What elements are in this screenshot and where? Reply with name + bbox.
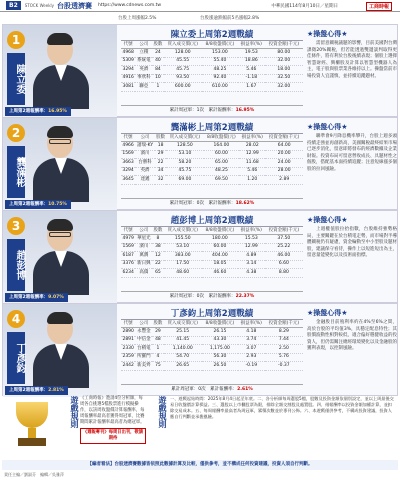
opinion-box xyxy=(307,29,397,115)
column-header: 買入成交價(元) xyxy=(164,320,202,328)
table-cell: 2890 xyxy=(121,328,135,337)
opinion-box xyxy=(307,215,397,301)
weekly-return xyxy=(5,107,71,116)
table-cell: 1,175.00 xyxy=(202,345,238,354)
cumulative-return: 18.62% xyxy=(235,201,255,206)
table-cell: 53.10 xyxy=(164,243,202,252)
rules-title-2: 遊戲規則 xyxy=(158,396,167,428)
table-row xyxy=(121,150,303,159)
table-cell: 高僑 xyxy=(135,269,152,278)
table-cell: 3.14 xyxy=(238,260,265,269)
subheader xyxy=(0,13,400,22)
column-header: 公司 xyxy=(135,41,152,49)
table-cell: 5.46 xyxy=(238,66,265,75)
table-cell: 22 xyxy=(155,159,166,168)
table-cell: 6.60 xyxy=(265,260,303,269)
table-cell: 18.86 xyxy=(238,57,265,66)
table-cell: 46.60 xyxy=(202,269,238,278)
table-cell: 2359 xyxy=(121,353,135,362)
table-cell: 48.25 xyxy=(202,66,238,75)
table-cell: 153.00 xyxy=(202,49,238,58)
table-cell: 41.45 xyxy=(164,336,202,345)
table-cell: 新美齊 xyxy=(135,362,152,371)
table-cell: 3294 xyxy=(121,66,135,75)
table-cell: 48 xyxy=(152,336,163,345)
table-row xyxy=(121,83,303,92)
table-row xyxy=(121,159,303,168)
table-row xyxy=(121,269,303,278)
column-header: 代號 xyxy=(121,41,135,49)
column-header: 損益率(%) xyxy=(239,134,265,142)
table-cell: 26.15 xyxy=(202,328,238,337)
holdings-table xyxy=(121,134,303,185)
column-header: 8/8收盤價(元) xyxy=(202,320,238,328)
table-cell: 46.00 xyxy=(265,252,303,261)
table-cell: 4979 xyxy=(121,235,135,244)
column-header: 投資金額(千元) xyxy=(265,41,303,49)
table-cell: 38 xyxy=(152,243,163,252)
table-cell: 萬潤 xyxy=(135,252,152,261)
opinion-text: 上週權值股拉抬指數，台股維持強勢格局，主要關鍵在於台積電走勢，而市場對半導體關稅仍有疑慮，資金輪動至中小型股及題材股，建議保守看待，操作上以短進短出為主，留意量能變化以及技術面指標。 xyxy=(307,227,397,259)
column-header: 投資金額(千元) xyxy=(265,320,303,328)
table-row xyxy=(121,328,303,337)
table-cell: 18 xyxy=(155,142,166,151)
opinion-text: 聯準會9月降息機率攀升，台股上週多頭持續走強並再創新高，美國關稅最終結果市場已逐步消化，留意即將發布的經濟數據及企業財報。投資布局可留意營收成長、具題材性之個股，搭配基本面持續追蹤；注意短線漲多個股的拉回風險。 xyxy=(307,134,397,172)
holdings-table xyxy=(121,320,303,371)
table-cell: 8.80 xyxy=(265,269,303,278)
table-cell: 40 xyxy=(152,57,163,66)
table-cell: 56.30 xyxy=(202,353,238,362)
table-cell: 聯亞 xyxy=(135,83,152,92)
table-cell: 4 xyxy=(152,353,163,362)
card-footer xyxy=(121,291,303,299)
column-header: 損益率(%) xyxy=(238,41,265,49)
table-cell: 26.50 xyxy=(202,362,238,371)
table-cell: 濱川 xyxy=(135,150,155,159)
table-row xyxy=(121,142,303,151)
card-footer xyxy=(121,198,303,206)
table-cell: 19.53 xyxy=(238,49,265,58)
table-cell: 18.05 xyxy=(202,260,238,269)
weekly-return-value: 9.07% xyxy=(48,295,64,300)
table-cell: 3081 xyxy=(121,83,135,92)
table-cell: 8.29 xyxy=(265,328,303,337)
column-header: 投資金額(千元) xyxy=(265,227,303,235)
table-cell: 11.68 xyxy=(239,159,265,168)
table-cell: 32 xyxy=(155,176,166,185)
table-row xyxy=(121,235,303,244)
table-cell: -0.19 xyxy=(238,362,265,371)
rank-badge: 3 xyxy=(7,217,25,235)
opinion-title: ★操盤心得★ xyxy=(307,123,348,131)
table-cell: 65.00 xyxy=(204,159,239,168)
editor-note: 【編者看法】台股透濟賽數據皆依照此數據計算及比較，僅供參考，並不構成任何投資建議，投資人須自行判斷。 xyxy=(2,460,398,470)
opinion-text: 金融股目前殖利率約在4%至6%之間，高於台股的平均值3%，具穩定配息特性；其股價波動性相對較低，適合偏好穩健收益的投資人，但仍需關注總經環境變化以及金融股的獲利表現，以控制風險。 xyxy=(307,320,397,352)
table-cell: 60.00 xyxy=(204,150,239,159)
table-cell: 2330 xyxy=(121,345,135,354)
table-cell: 28.00 xyxy=(265,167,303,176)
table-cell: 69.00 xyxy=(166,176,204,185)
column-header: 損益率(%) xyxy=(238,227,265,235)
weekly-return-value: 2.81% xyxy=(48,388,64,393)
table-cell: 1,140.00 xyxy=(164,345,202,354)
table-cell: 84 xyxy=(152,66,163,75)
table-cell: 164.00 xyxy=(204,142,239,151)
table-cell: 永豐金 xyxy=(135,328,152,337)
weekly-return xyxy=(5,293,68,302)
column-header: 公司 xyxy=(135,227,152,235)
weekly-return-label: 上周第2週報酬率： xyxy=(9,109,49,114)
table-cell: 英濟 xyxy=(135,167,155,176)
column-header: 代號 xyxy=(121,134,135,142)
table-cell: -1.18 xyxy=(238,74,265,83)
table-cell: 1569 xyxy=(121,243,135,252)
table-cell: 22 xyxy=(152,260,163,269)
table-cell: 29 xyxy=(155,150,166,159)
table-cell: 75 xyxy=(152,362,163,371)
table-cell: 18.00 xyxy=(265,66,303,75)
table-cell: 12.99 xyxy=(239,150,265,159)
table-cell: 4.18 xyxy=(238,328,265,337)
cumulative-label: 累計報酬率： xyxy=(208,108,236,113)
opinion-text: 需留意關稅議題的影響，目前美國對台灣課徵20%關稅，但若能透過雙邊談判取得更佳條件，將有利於台股後續表現；個股上選擇智慧財經、興櫃股及計算以智慧型機器人為主，電子股與股票業各維持以上。操盤當前市場投資人宜謹慎，並持續追蹤題材。 xyxy=(307,41,397,79)
table-cell: 26.65 xyxy=(164,362,202,371)
page-number: B2 xyxy=(6,1,21,10)
table-cell: 中信金 xyxy=(135,336,152,345)
analyst-card xyxy=(2,24,398,117)
cumulative-return: 22.37% xyxy=(235,294,255,299)
weekly-return xyxy=(5,200,71,209)
table-cell: 60.00 xyxy=(202,243,238,252)
card-title: 龔滿彬上周第2週戰績 xyxy=(121,121,303,134)
table-cell: 1569 xyxy=(121,150,135,159)
table-cell: 3663 xyxy=(121,159,135,168)
site-url[interactable]: https://www.cdnews.com.tw xyxy=(98,3,162,8)
table-cell: 3.07 xyxy=(238,345,265,354)
column-header: 公司 xyxy=(135,320,152,328)
table-cell: 53.10 xyxy=(166,150,204,159)
table-cell: 25.15 xyxy=(164,328,202,337)
table-row xyxy=(121,167,303,176)
opinion-title: ★操盤心得★ xyxy=(307,309,348,317)
table-row xyxy=(121,252,303,261)
champion-count: 累計周冠軍：0次 xyxy=(169,201,205,206)
column-header: 代號 xyxy=(121,320,135,328)
table-cell: -0.37 xyxy=(265,362,303,371)
weekly-return-label: 上周第2週報酬率： xyxy=(9,388,49,393)
table-cell: 69.50 xyxy=(204,176,239,185)
table-row xyxy=(121,362,303,371)
table-cell: 1 xyxy=(152,83,163,92)
column-header: 投資金額(千元) xyxy=(265,134,303,142)
table-cell: 92.40 xyxy=(202,74,238,83)
table-cell: 32.00 xyxy=(265,57,303,66)
holdings-table xyxy=(121,41,303,92)
card-title: 陳立委上周第2週戰績 xyxy=(121,28,303,41)
table-cell: 12.99 xyxy=(238,243,265,252)
analyst-name: 趙彭博 xyxy=(7,239,25,291)
column-header: 損益率(%) xyxy=(238,320,265,328)
table-row xyxy=(121,336,303,345)
champion-count: 累計周冠軍：0次 xyxy=(171,387,206,392)
champion-count: 累計周冠軍：1次 xyxy=(169,108,205,113)
table-cell: 600.00 xyxy=(164,83,202,92)
table-cell: 3376 xyxy=(121,260,135,269)
table-cell: 28.02 xyxy=(239,142,265,151)
column-header: 股數 xyxy=(156,135,166,140)
rank-badge: 1 xyxy=(7,31,25,49)
table-cell: 32.50 xyxy=(265,74,303,83)
cumulative-return: 16.95% xyxy=(235,108,255,113)
table-row xyxy=(121,176,303,185)
table-cell: 達邁 xyxy=(135,176,155,185)
table-cell: 華星光 xyxy=(135,235,152,244)
table-cell: 37.50 xyxy=(265,235,303,244)
table-cell: 新日興 xyxy=(135,260,152,269)
column-header: 股數 xyxy=(153,321,163,326)
column-header: 8/8收盤價(元) xyxy=(202,227,238,235)
column-header: 8/8收盤價(元) xyxy=(204,134,239,142)
table-cell: 8 xyxy=(152,235,163,244)
trophy-icon xyxy=(6,398,58,450)
column-header: 股數 xyxy=(153,42,163,47)
table-row xyxy=(121,345,303,354)
table-cell: 1.20 xyxy=(239,176,265,185)
table-cell: 45.75 xyxy=(166,167,204,176)
table-cell: 4916 xyxy=(121,74,135,83)
table-cell: 20.00 xyxy=(265,150,303,159)
table-cell: 3645 xyxy=(121,176,135,185)
table-cell: 系統電 xyxy=(135,57,152,66)
table-cell: 25.22 xyxy=(265,243,303,252)
rank-badge: 4 xyxy=(7,310,25,328)
opinion-box xyxy=(307,122,397,208)
rules-title-1: 遊戲規則 xyxy=(70,396,79,428)
column-header: 買入成交價(元) xyxy=(164,227,202,235)
rules-section xyxy=(2,394,398,458)
table-cell: 29 xyxy=(152,328,163,337)
cumulative-label: 累計報酬率： xyxy=(208,201,236,206)
table-cell: 55.40 xyxy=(202,57,238,66)
cumulative-label: 累計報酬率： xyxy=(210,387,238,392)
table-cell: 2.89 xyxy=(265,176,303,185)
subheader-right: 台股漲逾跌幅前5名漲幅2.8% xyxy=(200,16,260,21)
table-cell: 4968 xyxy=(121,49,135,58)
table-cell: 155.50 xyxy=(164,235,202,244)
analyst-photo xyxy=(3,211,117,304)
table-cell: 台積電 xyxy=(135,345,152,354)
promo-box: 《週報專刊》每周日出刊，敬請期待 xyxy=(80,428,146,444)
table-cell: 34 xyxy=(155,167,166,176)
cumulative-label: 累計報酬率： xyxy=(208,294,236,299)
table-row xyxy=(121,66,303,75)
column-header: 買入成交價(元) xyxy=(164,41,202,49)
opinion-title: ★操盤心得★ xyxy=(307,30,348,38)
table-cell: 5.46 xyxy=(239,167,265,176)
table-cell: 3294 xyxy=(121,167,135,176)
credit-line: 責任主編／劉淑芬 編輯／吳雅萍 xyxy=(4,472,64,477)
table-cell: 24 xyxy=(152,49,163,58)
table-cell: 32.00 xyxy=(265,83,303,92)
table-cell: 80.00 xyxy=(265,49,303,58)
table-cell: 128.00 xyxy=(164,49,202,58)
table-row xyxy=(121,74,303,83)
rank-badge: 2 xyxy=(7,124,25,142)
cumulative-return: 2.61% xyxy=(237,387,253,392)
table-cell: 1 xyxy=(152,345,163,354)
table-cell: 2891 xyxy=(121,336,135,345)
table-cell: 383.00 xyxy=(164,252,202,261)
table-cell: 1.67 xyxy=(238,83,265,92)
rules-text-2: 一、遊戲起始時間：2025年8月4日起至年底。二、各分析師每周選股5檔，股數及投資金額依個別設定，並以上周最後交易日收盤價計算損益。三、選股以上市櫃股票為限，排除全額交割股及處置股。四、週報酬率以投資金額加權計算，並扣除交易成本。五、每周報酬率最高者為周冠軍，累積次數並於專刊公佈。六、本遊戲僅供參考，不構成投資建議，投資人應自行判斷並承擔風險。 xyxy=(170,396,394,419)
table-cell: 45.75 xyxy=(164,66,202,75)
table-cell: 6187 xyxy=(121,252,135,261)
analyst-card xyxy=(2,303,398,396)
table-cell: 180.00 xyxy=(202,235,238,244)
newspaper-logo: 工商時報 xyxy=(366,2,392,11)
table-cell: 4.38 xyxy=(238,269,265,278)
table-row xyxy=(121,260,303,269)
table-cell: 4966 xyxy=(121,142,135,151)
analyst-card xyxy=(2,117,398,210)
column-header: 買入成交價(元) xyxy=(166,134,204,142)
table-cell: 24.00 xyxy=(265,159,303,168)
table-cell: 2.50 xyxy=(265,345,303,354)
column-header: 股數 xyxy=(153,228,163,233)
table-cell: 128.50 xyxy=(166,142,204,151)
table-row xyxy=(121,353,303,362)
table-cell: 58.20 xyxy=(166,159,204,168)
column-header: 代號 xyxy=(121,227,135,235)
table-cell: 15.53 xyxy=(238,235,265,244)
weekly-return-label: 上周第2週報酬率： xyxy=(9,295,49,300)
table-cell: 所羅門 xyxy=(135,353,152,362)
column-header: 8/8收盤價(元) xyxy=(202,41,238,49)
table-cell: 3.74 xyxy=(238,336,265,345)
table-cell: 立積 xyxy=(135,49,152,58)
table-row xyxy=(121,57,303,66)
table-row xyxy=(121,49,303,58)
table-cell: 譜瑞-KY xyxy=(135,142,155,151)
opinion-box xyxy=(307,308,397,394)
table-cell: 45.55 xyxy=(164,57,202,66)
opinion-title: ★操盤心得★ xyxy=(307,216,348,224)
weekly-return-value: 16.95% xyxy=(48,109,67,114)
weekly-return-label: 上周第2週報酬率： xyxy=(9,202,49,207)
weekly-tag: STOCK Weekly xyxy=(24,3,55,8)
analyst-card xyxy=(2,210,398,303)
champion-count: 累計周冠軍：0次 xyxy=(169,294,205,299)
table-cell: 404.00 xyxy=(202,252,238,261)
table-cell: 4.89 xyxy=(238,252,265,261)
table-cell: 英濟 xyxy=(135,66,152,75)
table-cell: 93.50 xyxy=(164,74,202,83)
table-cell: 事欣科 xyxy=(135,74,152,83)
table-cell: 6234 xyxy=(121,269,135,278)
table-cell: 48.60 xyxy=(164,269,202,278)
rules-text-1 xyxy=(80,396,146,444)
table-cell: 台勝科 xyxy=(135,159,155,168)
issue-date: 中華民國114年8月10日／星期日 xyxy=(271,3,338,9)
table-cell: 43.30 xyxy=(202,336,238,345)
table-cell: 2.93 xyxy=(238,353,265,362)
page-header xyxy=(0,0,400,12)
analyst-photo xyxy=(3,25,117,118)
table-row xyxy=(121,243,303,252)
analyst-photo xyxy=(3,118,117,211)
table-cell: 濱川 xyxy=(135,243,152,252)
table-cell: 7.44 xyxy=(265,336,303,345)
card-footer xyxy=(121,105,303,113)
table-cell: 12 xyxy=(152,252,163,261)
table-cell: 610.00 xyxy=(202,83,238,92)
table-cell: 10 xyxy=(152,74,163,83)
analyst-name: 丁彥鈞 xyxy=(7,332,25,384)
subheader-left: 台股上周漲幅2.5% xyxy=(118,16,157,21)
rules-text-1-body: 《工商時報》邀請4位分析師，每周各自挑選5檔股票進行模擬操作，以該周收盤價計算報酬率，每周報酬率最高者獲得周冠軍，比賽期間累計報酬率最高者為總冠軍。 xyxy=(80,396,145,425)
card-footer xyxy=(121,384,303,392)
analyst-name: 陳立委 xyxy=(7,53,25,105)
table-cell: 5309 xyxy=(121,57,135,66)
table-cell: 65 xyxy=(152,269,163,278)
table-cell: 48.25 xyxy=(204,167,239,176)
analyst-name: 龔滿彬 xyxy=(7,146,25,198)
analyst-photo xyxy=(3,304,117,397)
table-cell: 54.70 xyxy=(164,353,202,362)
section-title: 台股透濟賽 xyxy=(57,1,93,10)
table-cell: 2442 xyxy=(121,362,135,371)
weekly-return-value: 10.75% xyxy=(48,202,67,207)
card-title: 趙彭博上周第2週戰績 xyxy=(121,214,303,227)
column-header: 公司 xyxy=(135,134,155,142)
holdings-table xyxy=(121,227,303,278)
table-cell: 64.00 xyxy=(265,142,303,151)
table-cell: 5.76 xyxy=(265,353,303,362)
table-cell: 17.50 xyxy=(164,260,202,269)
card-title: 丁彥鈞上周第2週戰績 xyxy=(121,307,303,320)
